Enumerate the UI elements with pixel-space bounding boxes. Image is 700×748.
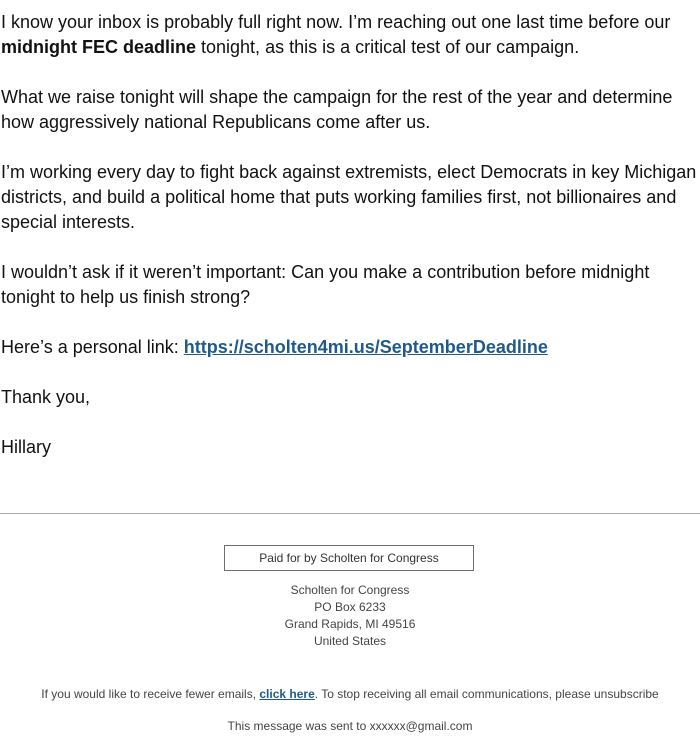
deadline-emphasis: midnight FEC deadline bbox=[1, 37, 197, 57]
sent-to-lead-text: This message was sent to bbox=[227, 719, 370, 733]
donation-link[interactable]: https://scholten4mi.us/SeptemberDeadline bbox=[183, 337, 548, 357]
address-country: United States bbox=[313, 634, 387, 648]
recipient-email: xxxxxx@gmail.com bbox=[369, 719, 473, 733]
email-body bbox=[1, 10, 699, 485]
unsubscribe-lead-text: If you would like to receive fewer emails, bbox=[41, 687, 260, 701]
address-city: Grand Rapids, MI 49516 bbox=[284, 617, 416, 631]
address-org: Scholten for Congress bbox=[290, 583, 410, 597]
mailing-address bbox=[0, 582, 700, 650]
paragraph-stakes: What we raise tonight will shape the campaign for the rest of the year and determine how aggressively national Republicans come after us. bbox=[1, 87, 673, 132]
fewer-emails-link[interactable]: click here bbox=[259, 687, 315, 701]
unsubscribe-tail-text: . To stop receiving all email communications, please unsubscribe bbox=[314, 687, 659, 701]
intro-text: I know your inbox is probably full right now. I’m reaching out one last time before our bbox=[1, 12, 671, 32]
signature: Hillary bbox=[1, 437, 52, 457]
unsubscribe-notice bbox=[0, 686, 700, 702]
link-lead-text: Here’s a personal link: bbox=[1, 337, 184, 357]
closing-line: Thank you, bbox=[1, 387, 91, 407]
intro-text-tail: tonight, as this is a critical test of our campaign. bbox=[196, 37, 580, 57]
paid-for-disclaimer: Paid for by Scholten for Congress bbox=[224, 545, 474, 571]
footer-divider bbox=[0, 513, 700, 514]
paragraph-link bbox=[1, 335, 699, 360]
sent-to-notice bbox=[0, 718, 700, 734]
address-po-box: PO Box 6233 bbox=[314, 600, 386, 614]
paragraph-mission: I’m working every day to fight back against extremists, elect Democrats in key Michigan districts, and build a political home that puts working families first, not billionaires and special interests. bbox=[1, 162, 697, 232]
paragraph-ask: I wouldn’t ask if it weren’t important: Can you make a contribution before midnight tonight to help us finish strong? bbox=[1, 262, 650, 307]
paragraph-intro bbox=[1, 10, 699, 60]
